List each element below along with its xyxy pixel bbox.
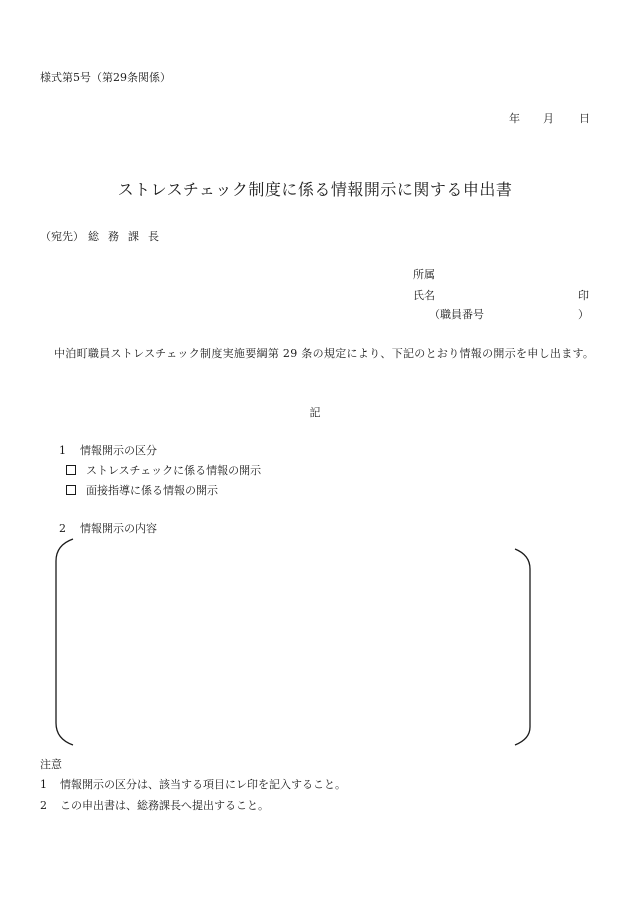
note-number: 2: [40, 799, 47, 812]
note-text: 情報開示の区分は、該当する項目にレ印を記入すること。: [60, 778, 346, 791]
affiliation-label: 所属: [413, 268, 435, 281]
option-label: 面接指導に係る情報の開示: [86, 484, 218, 497]
section1-heading: [59, 442, 157, 458]
checkbox[interactable]: [66, 465, 76, 475]
date-month-label: 月: [543, 112, 554, 125]
addressee-prefix: （宛先）: [40, 230, 84, 243]
staff-number-label: （職員番号: [429, 308, 484, 321]
form-number: 様式第5号（第29条関係）: [40, 71, 171, 84]
section2-number: 2: [59, 522, 66, 535]
document-title: ストレスチェック制度に係る情報開示に関する申出書: [117, 180, 513, 199]
ki-heading: 記: [309, 406, 321, 419]
note-number: 1: [40, 778, 47, 791]
name-label: 氏名: [413, 289, 435, 302]
option-stress-check[interactable]: [66, 462, 261, 478]
notes-heading: 注意: [40, 758, 62, 771]
body-paragraph: 中泊町職員ストレスチェック制度実施要綱第 29 条の規定により、下記のとおり情報の開示を申し出ます。: [54, 347, 595, 360]
option-label: ストレスチェックに係る情報の開示: [86, 464, 262, 477]
note-item: [40, 797, 269, 813]
date-day-label: 日: [579, 112, 590, 125]
bracket-frame: [53, 537, 533, 747]
note-item: [40, 776, 346, 792]
right-bracket: [515, 549, 530, 745]
date-year-label: 年: [509, 112, 520, 125]
staff-number-close: ）: [578, 308, 589, 321]
section1-number: 1: [59, 444, 66, 457]
section2-heading: [59, 520, 157, 536]
checkbox[interactable]: [66, 485, 76, 495]
left-bracket: [56, 539, 73, 745]
section1-title: 情報開示の区分: [80, 444, 157, 457]
section2-title: 情報開示の内容: [80, 522, 157, 535]
option-interview-guidance[interactable]: [66, 482, 218, 498]
seal-label: 印: [578, 289, 589, 302]
addressee: [40, 228, 168, 244]
disclosure-content-area[interactable]: [53, 537, 533, 747]
note-text: この申出書は、総務課長へ提出すること。: [60, 799, 269, 812]
addressee-name: 総務課長: [88, 230, 168, 243]
